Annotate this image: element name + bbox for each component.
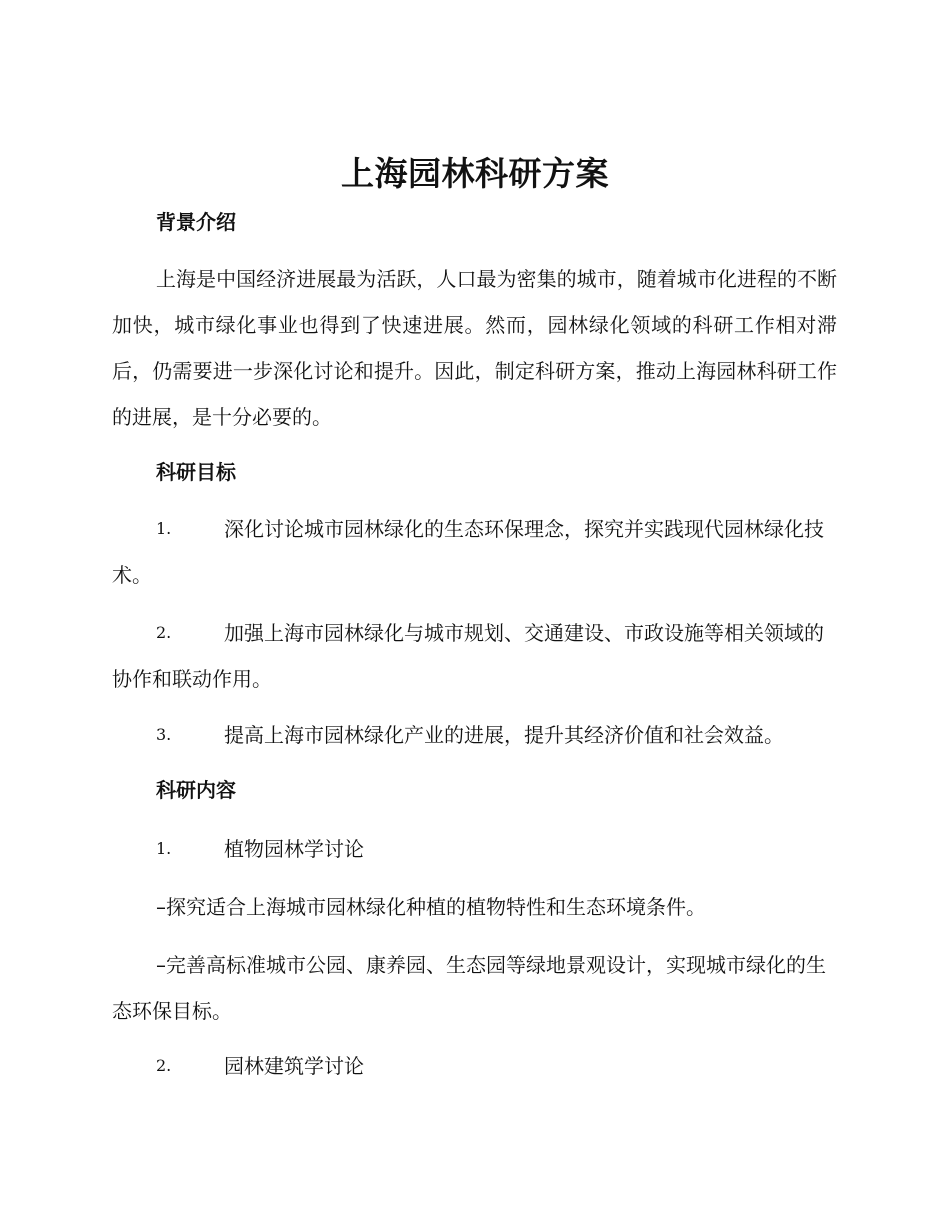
- goal-item-text: 加强上海市园林绿化与城市规划、交通建设、市政设施等相关领域的协作和联动作用。: [112, 621, 824, 691]
- goal-item-text: 提高上海市园林绿化产业的进展，提升其经济价值和社会效益。: [224, 723, 784, 747]
- goal-item-number: 2.: [156, 623, 172, 642]
- content-item-text: 植物园林学讨论: [224, 837, 364, 861]
- section-heading-background: 背景介绍: [156, 210, 236, 234]
- section-heading-goals: 科研目标: [156, 460, 236, 484]
- section-heading-content: 科研内容: [156, 778, 236, 802]
- goal-item-2: [112, 610, 837, 702]
- content-item-number: 1.: [156, 839, 172, 858]
- background-paragraph: 上海是中国经济进展最为活跃，人口最为密集的城市，随着城市化进程的不断加快，城市绿化事业也得到了快速进展。然而，园林绿化领域的科研工作相对滞后，仍需要进一步深化讨论和提升。因此，制定科研方案，推动上海园林科研工作的进展，是十分必要的。: [112, 267, 837, 429]
- content-sub-item-1: –探究适合上海城市园林绿化种植的植物特性和生态环境条件。: [156, 895, 706, 919]
- content-item-2: [112, 1043, 837, 1089]
- goal-item-text: 深化讨论城市园林绿化的生态环保理念，探究并实践现代园林绿化技术。: [112, 517, 824, 587]
- content-sub-item-2: –完善高标准城市公园、康养园、生态园等绿地景观设计，实现城市绿化的生态环保目标。: [112, 953, 826, 1023]
- goal-item-1: [112, 506, 837, 598]
- document-title: 上海园林科研方案: [341, 154, 609, 193]
- goal-item-3: [112, 712, 837, 758]
- goal-item-number: 1.: [156, 519, 172, 538]
- content-item-text: 园林建筑学讨论: [224, 1054, 364, 1078]
- content-item-number: 2.: [156, 1056, 172, 1075]
- goal-item-number: 3.: [156, 725, 172, 744]
- content-item-1: [112, 826, 837, 872]
